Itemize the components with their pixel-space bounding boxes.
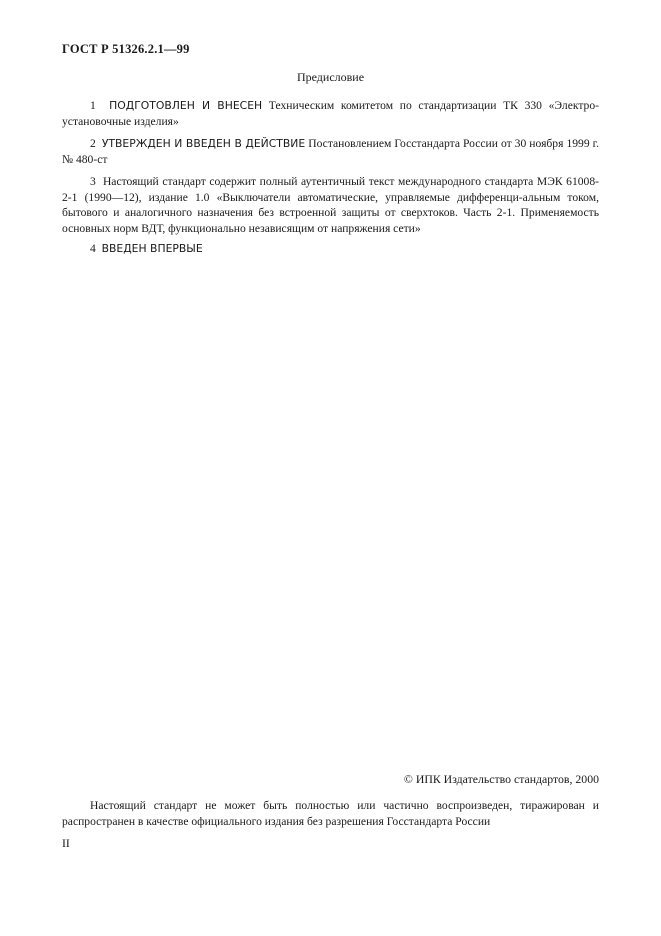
item-heading: ПОДГОТОВЛЕН И ВНЕСЕН (109, 99, 263, 112)
notice-text: Настоящий стандарт не может быть полностью или частично воспроизведен, тиражирован и распространен в качестве официального издания без разрешения Госстандарта России (62, 799, 599, 828)
item-number: 4 (90, 242, 96, 255)
copyright-line: © ИПК Издательство стандартов, 2000 (403, 772, 599, 786)
page-title: Предисловие (296, 70, 365, 84)
foreword-item-4 (62, 241, 599, 257)
item-text: Техническим комитетом по стандартизации ТК 330 «Электро-установочные изделия» (62, 99, 600, 128)
item-heading: УТВЕРЖДЕН И ВВЕДЕН В ДЕЙСТВИЕ (101, 137, 306, 150)
page-number: II (62, 836, 70, 850)
foreword-item-3 (62, 174, 599, 236)
standard-number-header: ГОСТ Р 51326.2.1—99 (62, 42, 190, 56)
reproduction-notice (62, 798, 599, 829)
item-text: Постановлением Госстандарта России от 30 ноября 1999 г. № 480-ст (62, 137, 599, 166)
foreword-item-2 (62, 136, 599, 167)
item-number: 2 (90, 137, 96, 150)
item-text: Настоящий стандарт содержит полный аутентичный текст международного стандарта МЭК 61008-2-1 (1990—12), издание 1.0 «Выключатели автоматические, управляемые дифференци-альным током, бытового и аналогичного назначения без встроенной защиты от сверхтоков. Часть 2-1. Применяемость основных норм ВДТ, функционально независящим от напряжения сети» (62, 175, 599, 235)
foreword-item-1 (62, 98, 599, 129)
item-number: 3 (90, 175, 96, 188)
item-number: 1 (90, 99, 96, 112)
item-heading: ВВЕДЕН ВПЕРВЫЕ (101, 242, 203, 255)
